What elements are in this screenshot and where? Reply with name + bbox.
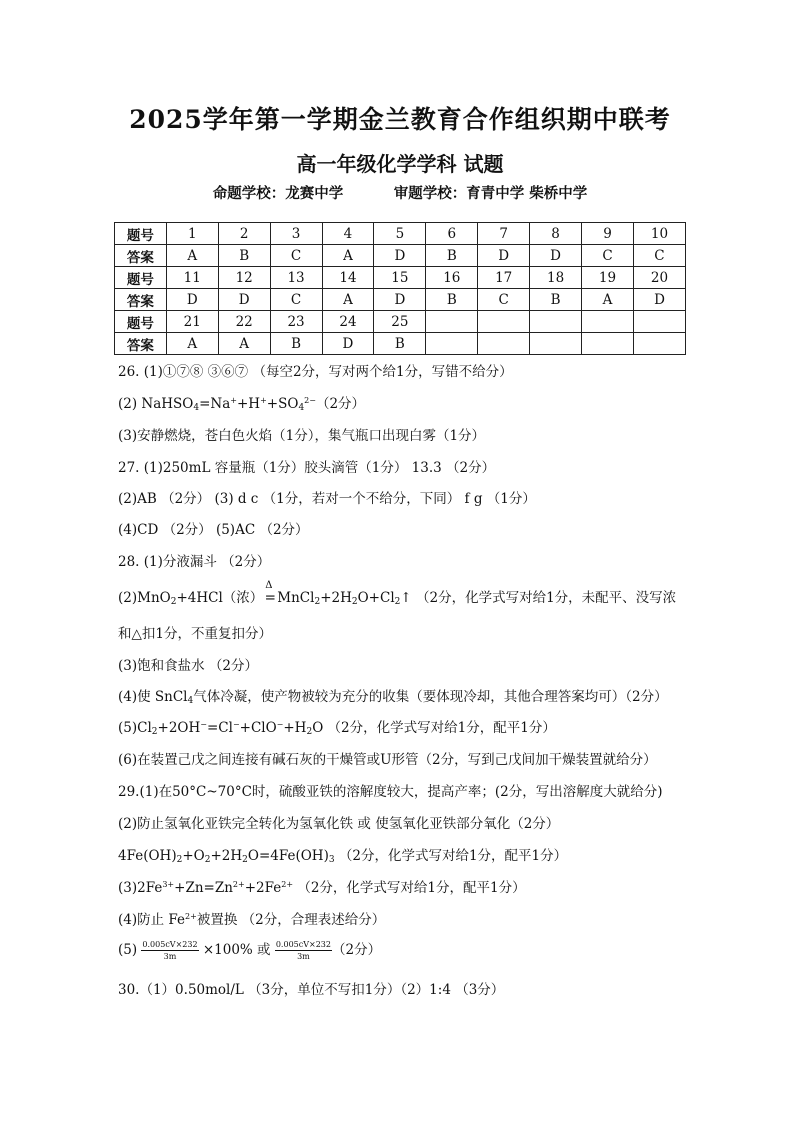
table-cell	[582, 333, 634, 355]
text: (5)	[118, 942, 142, 958]
answer-line-28-5	[118, 716, 556, 737]
subscript: 2	[306, 727, 313, 737]
answer-line-26-1: 26. (1)①⑦⑧ ③⑥⑦ （每空2分，写对两个给1分，写错不给分）	[118, 364, 513, 380]
text: +2H	[210, 848, 243, 864]
text: +Zn=Zn	[174, 880, 233, 896]
text: +2H	[320, 590, 352, 606]
answer-line-27-2: (2)AB （2分） (3) d c （1分，若对一个不给分，下同） f g （1分）	[118, 491, 536, 507]
text: =Cl	[206, 720, 233, 736]
numerator: 0.005cV×232	[142, 940, 198, 949]
text: (4)防止 Fe	[118, 912, 186, 928]
text: （2分，化学式写对给1分，配平1分）	[334, 848, 568, 864]
row-label: 答案	[115, 333, 167, 355]
denominator: 3m	[297, 952, 310, 961]
table-cell: D	[633, 289, 685, 311]
table-row	[115, 267, 686, 289]
answer-line-28-3: (3)饱和食盐水 （2分）	[118, 658, 259, 674]
text: =Na	[199, 396, 231, 412]
table-cell: C	[270, 245, 322, 267]
table-cell: 10	[633, 223, 685, 245]
table-row	[115, 311, 686, 333]
superscript: 2+	[232, 880, 245, 889]
subscript: 2	[151, 727, 158, 737]
answer-line-28-2-cont: 和△扣1分，不重复扣分）	[118, 626, 272, 642]
table-cell: 3	[270, 223, 322, 245]
answer-table	[114, 222, 686, 355]
subscript: 2	[314, 597, 321, 607]
table-cell: 4	[322, 223, 374, 245]
table-cell: D	[218, 289, 270, 311]
text: 气体冷凝，使产物被较为充分的收集（要体现冷却，其他合理答案均可）（2分）	[193, 689, 668, 705]
equals-sign: =	[264, 590, 276, 606]
table-cell: C	[582, 245, 634, 267]
table-cell: 11	[166, 267, 218, 289]
table-cell: 18	[530, 267, 582, 289]
table-cell: 22	[218, 311, 270, 333]
table-cell	[633, 333, 685, 355]
table-cell: B	[218, 245, 270, 267]
fraction	[275, 939, 332, 962]
table-cell: D	[374, 289, 426, 311]
table-cell: 5	[374, 223, 426, 245]
subscript: 4	[187, 696, 194, 706]
text: +2Fe	[244, 880, 282, 896]
denominator: 3m	[163, 952, 177, 961]
school-info: 命题学校：龙赛中学 审题学校：育青中学 柴桥中学	[212, 185, 588, 202]
superscript: −	[232, 720, 240, 729]
text: （2分）	[331, 942, 382, 958]
table-row	[115, 223, 686, 245]
row-label: 题号	[115, 267, 167, 289]
answer-line-29-eq	[118, 844, 567, 865]
text: +4HCl（浓）	[176, 590, 264, 606]
delta-symbol: Δ	[265, 580, 273, 591]
subscript: 2	[351, 597, 358, 607]
row-label: 题号	[115, 223, 167, 245]
superscript: +	[230, 396, 237, 405]
table-cell: A	[166, 245, 218, 267]
table-cell: 13	[270, 267, 322, 289]
superscript: 2+	[185, 912, 197, 921]
table-cell: B	[426, 245, 478, 267]
subscript: 3	[328, 855, 335, 865]
answer-line-29-5	[118, 938, 381, 962]
answer-line-28-6: (6)在装置己戊之间连接有碱石灰的干燥管或U形管（2分，写到己戊间加干燥装置就给分）	[118, 752, 657, 768]
table-cell: A	[582, 289, 634, 311]
table-cell: 23	[270, 311, 322, 333]
table-cell: 9	[582, 223, 634, 245]
table-cell: 19	[582, 267, 634, 289]
table-cell	[633, 311, 685, 333]
answer-line-28-4	[118, 685, 668, 706]
answer-line-30: 30.（1）0.50mol/L （3分，单位不写扣1分）（2）1:4 （3分）	[118, 982, 505, 998]
text: +SO	[266, 396, 299, 412]
table-cell: 16	[426, 267, 478, 289]
text: +ClO	[239, 720, 277, 736]
subscript: 2	[170, 597, 177, 607]
table-cell: D	[530, 245, 582, 267]
answer-line-28-1: 28. (1)分液漏斗 （2分）	[118, 554, 271, 570]
text: 4Fe(OH)	[118, 848, 177, 864]
table-cell: C	[633, 245, 685, 267]
table-cell: 24	[322, 311, 374, 333]
table-cell: D	[322, 333, 374, 355]
table-cell	[426, 311, 478, 333]
superscript: 2+	[281, 880, 294, 889]
table-cell	[582, 311, 634, 333]
answer-line-27-1: 27. (1)250mL 容量瓶（1分）胶头滴管（1分） 13.3 （2分）	[118, 460, 496, 476]
text: (4)使 SnCl	[118, 689, 188, 705]
fraction	[141, 939, 198, 962]
table-cell: D	[166, 289, 218, 311]
text: （2分，化学式写对给1分，配平1分）	[293, 880, 526, 896]
text: +O	[182, 848, 205, 864]
text: MnCl	[277, 590, 315, 606]
table-cell: 17	[478, 267, 530, 289]
table-cell: B	[426, 289, 478, 311]
text: O=4Fe(OH)	[247, 848, 329, 864]
table-cell: 14	[322, 267, 374, 289]
table-cell: 7	[478, 223, 530, 245]
text: 被置换 （2分，合理表述给分）	[196, 912, 386, 928]
text: +H	[283, 720, 307, 736]
text: (2) NaHSO	[118, 396, 194, 412]
answer-line-29-2: (2)防止氢氧化亚铁完全转化为氢氧化铁 或 使氢氧化亚铁部分氧化（2分）	[118, 816, 560, 832]
table-cell: 25	[374, 311, 426, 333]
table-row	[115, 333, 686, 355]
row-label: 答案	[115, 289, 167, 311]
table-cell	[478, 311, 530, 333]
table-cell: C	[478, 289, 530, 311]
table-cell: 2	[218, 223, 270, 245]
answer-line-29-3	[118, 876, 526, 896]
table-cell: 6	[426, 223, 478, 245]
answer-line-26-2	[118, 392, 365, 413]
answer-line-26-3: (3)安静燃烧，苍白色火焰（1分），集气瓶口出现白雾（1分）	[118, 428, 486, 444]
numerator: 0.005cV×232	[275, 940, 331, 949]
text: ×100% 或	[198, 942, 275, 958]
table-cell: 12	[218, 267, 270, 289]
table-cell: 1	[166, 223, 218, 245]
table-cell	[530, 333, 582, 355]
subscript: 2	[204, 855, 211, 865]
heating-condition	[263, 580, 277, 606]
subscript: 4	[298, 403, 305, 413]
table-cell: 8	[530, 223, 582, 245]
table-cell: 21	[166, 311, 218, 333]
answer-line-29-1: 29.(1)在50°C~70°C时，硫酸亚铁的溶解度较大，提高产率；(2分，写出溶解度大就给分)	[118, 784, 663, 800]
text: (5)Cl	[118, 720, 152, 736]
subscript: 2	[242, 855, 248, 865]
table-cell: C	[270, 289, 322, 311]
answer-line-27-4: (4)CD （2分） (5)AC （2分）	[118, 522, 309, 538]
table-cell: A	[322, 245, 374, 267]
table-cell: D	[478, 245, 530, 267]
superscript: +	[260, 396, 267, 405]
superscript: 3+	[162, 880, 175, 889]
subscript: 2	[176, 855, 183, 865]
answer-line-29-4	[118, 908, 385, 928]
table-cell: B	[374, 333, 426, 355]
table-cell: A	[166, 333, 218, 355]
answer-line-28-2	[118, 580, 677, 607]
text: (2)MnO	[118, 590, 171, 606]
table-cell	[530, 311, 582, 333]
document-title: 2025学年第一学期金兰教育合作组织期中联考	[129, 105, 671, 134]
table-cell: B	[270, 333, 322, 355]
text: +H	[237, 396, 261, 412]
subscript: 4	[193, 403, 200, 413]
text: +2OH	[157, 720, 201, 736]
table-cell: 15	[374, 267, 426, 289]
superscript: −	[276, 720, 284, 729]
table-cell: D	[374, 245, 426, 267]
table-cell	[478, 333, 530, 355]
text: (3)2Fe	[118, 880, 163, 896]
table-row	[115, 245, 686, 267]
document-subtitle: 高一年级化学学科 试题	[296, 152, 504, 176]
table-row	[115, 289, 686, 311]
table-cell: A	[218, 333, 270, 355]
table-cell: 20	[633, 267, 685, 289]
table-cell: A	[322, 289, 374, 311]
subscript: 2	[394, 597, 401, 607]
row-label: 题号	[115, 311, 167, 333]
table-cell: B	[530, 289, 582, 311]
row-label: 答案	[115, 245, 167, 267]
text: （2分）	[315, 396, 366, 412]
superscript: 2−	[304, 396, 316, 405]
text: O （2分，化学式写对给1分，配平1分）	[312, 720, 556, 736]
text: ↑ （2分，化学式写对给1分，未配平、没写浓	[400, 590, 677, 606]
text: O+Cl	[357, 590, 395, 606]
superscript: −	[200, 720, 207, 729]
table-cell	[426, 333, 478, 355]
